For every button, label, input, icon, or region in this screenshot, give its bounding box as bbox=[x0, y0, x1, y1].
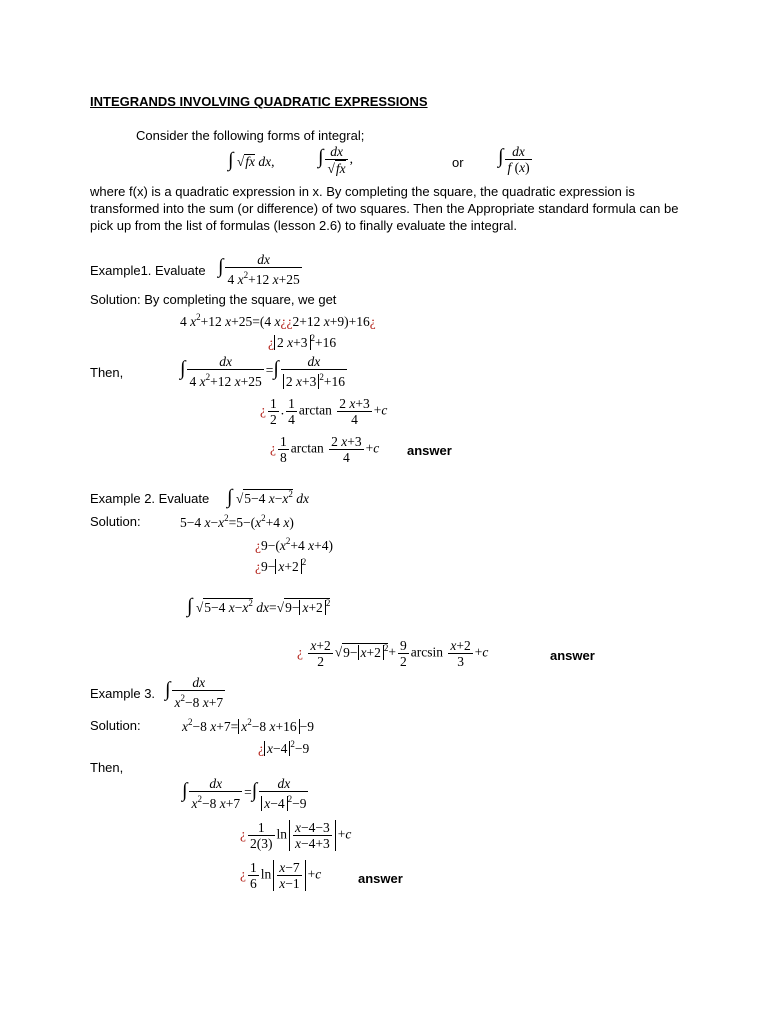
example3-then: Then, bbox=[90, 760, 124, 775]
glyph: ¿ bbox=[297, 644, 303, 660]
example2-step1: 5−4 $x-x^2=5-(x^2+4$ x) bbox=[180, 513, 294, 530]
example3-step4: ¿ $\frac{1}{6}$ ln $\frac{x-7}{x-1}$ +c bbox=[240, 860, 322, 891]
example2-answer: answer bbox=[550, 648, 595, 663]
example1-integral: ∫ $\frac{dx}{4 x^2+12 x+25}$ bbox=[218, 252, 300, 287]
example1-label: Example1. Evaluate bbox=[90, 263, 206, 278]
form-sqrt-fx: ∫ √fx dx, bbox=[228, 149, 275, 171]
example1-answer: answer bbox=[407, 443, 452, 458]
form-dx-over-sqrt-fx: ∫ $\frac{dx}{√fx}$ , bbox=[318, 144, 354, 176]
forms-or: or bbox=[452, 155, 464, 170]
example1-step1: 4 $x^2+12$ x+25=(4 x¿¿2+12 x+9)+16¿ bbox=[180, 312, 376, 329]
example3-solution: Solution: bbox=[90, 718, 141, 733]
example3-integral: ∫ $\frac{dx}{x^2-8 x+7}$ bbox=[165, 675, 224, 710]
example3-then-equation: ∫ $\frac{dx}{x^2-8 x+7}$ =∫ $\frac{dx}{x-4 ^2-9}$ bbox=[182, 776, 307, 811]
glyph: ¿ bbox=[260, 402, 266, 418]
glyph: ¿ bbox=[286, 314, 293, 329]
example3-answer: answer bbox=[358, 871, 403, 886]
glyph: ¿ bbox=[270, 440, 276, 456]
example1-step4: ¿ $\frac{1}{8}$ arctan $\frac{2 x+3}{4}$ +c bbox=[270, 434, 380, 465]
glyph: ¿ bbox=[268, 335, 274, 350]
example2-label: Example 2. Evaluate bbox=[90, 491, 210, 506]
example2-step2: ¿$9-(x^2+4$ x+4) bbox=[255, 536, 333, 553]
glyph: ¿ bbox=[255, 559, 261, 574]
glyph: ¿ bbox=[369, 314, 376, 329]
example1-solution: Solution: By completing the square, we get bbox=[90, 292, 337, 307]
example1-then-equation: ∫ $\frac{dx}{4 x^2+12 x+25}$ =∫ $\frac{dx}{2 x+3 ^2+16}$ bbox=[180, 354, 345, 389]
example3-step3: ¿ $\frac{1}{2(3)}$ ln $\frac{x-4-3}{x-4+3}$ +c bbox=[240, 820, 352, 851]
example1-step3: ¿ $\frac{1}{2}$ . $\frac{1}{4}$ arctan $\frac{2 x+3}{4}$ +c bbox=[260, 396, 388, 427]
example2-equation: ∫ √5−4 $x-x^2$ dx=√9− x+2 $^2$ bbox=[187, 595, 331, 617]
glyph: ¿ bbox=[258, 741, 264, 756]
example2-step3: ¿9− x+2 $^2$ bbox=[255, 557, 307, 574]
example1-step2: ¿ 2 x+3 $^2$+16 bbox=[268, 333, 337, 350]
page-heading: INTEGRANDS INVOLVING QUADRATIC EXPRESSIONS bbox=[90, 94, 428, 109]
example3-step2: ¿ x−4 $^2$−9 bbox=[258, 739, 310, 756]
example2-integral: ∫ √5−4 $x-x^2$ dx bbox=[227, 486, 310, 508]
glyph: ¿ bbox=[240, 866, 246, 882]
example2-solution: Solution: bbox=[90, 514, 141, 529]
example3-step1: $x^2-8$ $x+7= x^2-8$ x+16 −9 bbox=[182, 717, 314, 734]
example1-then: Then, bbox=[90, 365, 124, 380]
glyph: ¿ bbox=[280, 314, 287, 329]
glyph: ¿ bbox=[255, 538, 261, 553]
example2-result: ¿ $\frac{x+2}{2}$ √9− x+2 $^2$+ $\frac{9}{2}$ arcsin $\frac{x+2}{3}$ +c bbox=[297, 638, 489, 669]
intro-text: Consider the following forms of integral; bbox=[136, 128, 365, 143]
example3-label: Example 3. bbox=[90, 686, 156, 701]
glyph: ¿ bbox=[240, 826, 246, 842]
form-dx-over-fx: ∫ $\frac{dx}{f (x)}$ bbox=[498, 144, 530, 175]
explanation-paragraph: where f(x) is a quadratic expression in x. By completing the square, the quadratic expression is transformed into the sum (or difference) of two squares. Then the Appropriate standard formula can be pick up from the list of formulas (lesson 2.6) to finally evaluate the integral. bbox=[90, 184, 679, 233]
